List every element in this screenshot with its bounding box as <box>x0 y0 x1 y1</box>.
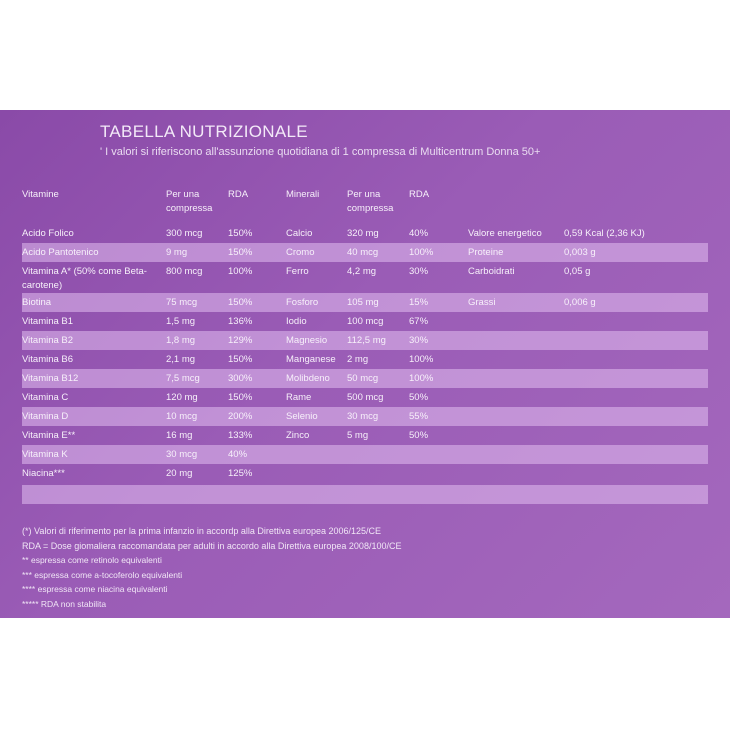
vitamin-name: Vitamina C <box>22 392 69 403</box>
mineral-name: Molibdeno <box>286 373 330 384</box>
mineral-name: Fosforo <box>286 297 319 308</box>
footnote: ** espressa come retinolo equivalenti <box>22 555 162 565</box>
table-row <box>22 262 708 293</box>
vitamin-rda: 133% <box>228 430 253 441</box>
mineral-amount: 30 mcg <box>347 411 379 422</box>
header-per-compressa-2: Per una compressa <box>347 189 394 214</box>
vitamin-rda: 129% <box>228 335 253 346</box>
vitamin-amount: 7,5 mcg <box>166 373 200 384</box>
mineral-name: Selenio <box>286 411 318 422</box>
header-per-compressa: Per una compressa <box>166 189 213 214</box>
header-rda-2: RDA <box>409 189 430 200</box>
mineral-rda: 30% <box>409 335 429 346</box>
mineral-amount: 4,2 mg <box>347 266 377 277</box>
mineral-rda: 67% <box>409 316 429 327</box>
vitamin-amount: 30 mcg <box>166 449 198 460</box>
energy-label: Grassi <box>468 297 496 308</box>
mineral-amount: 100 mcg <box>347 316 384 327</box>
mineral-rda: 100% <box>409 354 434 365</box>
header-vitamine: Vitamine <box>22 189 59 200</box>
vitamin-name: Vitamina D <box>22 411 69 422</box>
vitamin-amount: 800 mcg <box>166 266 203 277</box>
energy-value: 0,003 g <box>564 247 596 258</box>
mineral-rda: 50% <box>409 392 429 403</box>
table-row <box>22 312 708 331</box>
nutrition-panel <box>0 110 730 618</box>
vitamin-amount: 20 mg <box>166 468 193 479</box>
footnote: ***** RDA non stabilita <box>22 598 107 609</box>
table-row <box>22 224 708 243</box>
vitamin-rda: 125% <box>228 468 253 479</box>
vitamin-amount: 2,1 mg <box>166 354 196 365</box>
vitamin-name: Vitamina B2 <box>22 335 74 346</box>
header-minerali: Minerali <box>286 189 320 200</box>
mineral-amount: 500 mcg <box>347 392 384 403</box>
mineral-name: Cromo <box>286 247 315 258</box>
table-row <box>22 243 708 262</box>
vitamin-name: Vitamina E** <box>22 430 76 441</box>
vitamin-rda: 300% <box>228 373 253 384</box>
vitamin-amount: 75 mcg <box>166 297 198 308</box>
footnotes <box>22 524 401 611</box>
table-row <box>22 331 708 350</box>
footnote: **** espressa come niacina equivalenti <box>22 584 168 594</box>
mineral-rda: 40% <box>409 228 429 239</box>
vitamin-rda: 150% <box>228 297 253 308</box>
vitamin-name: Vitamina B1 <box>22 316 74 327</box>
mineral-amount: 320 mg <box>347 228 379 239</box>
mineral-name: Magnesio <box>286 335 328 346</box>
vitamin-rda: 40% <box>228 449 248 460</box>
vitamin-name: Vitamina A* (50% come Beta-carotene) <box>22 266 147 291</box>
mineral-rda: 30% <box>409 266 429 277</box>
energy-label: Carboidrati <box>468 266 515 277</box>
vitamin-name: Vitamina B12 <box>22 373 79 384</box>
mineral-name: Iodio <box>286 316 307 327</box>
mineral-name: Rame <box>286 392 312 403</box>
mineral-name: Ferro <box>286 266 309 277</box>
table-row <box>22 407 708 426</box>
vitamin-name: Acido Pantotenico <box>22 247 99 258</box>
header-rda: RDA <box>228 189 249 200</box>
mineral-amount: 5 mg <box>347 430 369 441</box>
vitamin-name: Vitamina B6 <box>22 354 74 365</box>
vitamin-amount: 9 mg <box>166 247 188 258</box>
vitamin-name: Vitamina K <box>22 449 68 460</box>
vitamin-amount: 1,5 mg <box>166 316 196 327</box>
vitamin-rda: 150% <box>228 392 253 403</box>
vitamin-rda: 150% <box>228 247 253 258</box>
table-row <box>22 445 708 464</box>
mineral-rda: 50% <box>409 430 429 441</box>
vitamin-name: Biotina <box>22 297 52 308</box>
mineral-amount: 112,5 mg <box>347 335 386 346</box>
footnote: (*) Valori di riferimento per la prima infanzio in accordp alla Direttiva europea 2006/125/CE <box>22 526 382 536</box>
mineral-rda: 15% <box>409 297 429 308</box>
mineral-amount: 2 mg <box>347 354 369 365</box>
mineral-amount: 40 mcg <box>347 247 379 258</box>
vitamin-rda: 100% <box>228 266 253 277</box>
footnote: *** espressa come a-tocoferolo equivalenti <box>22 569 183 580</box>
table-row <box>22 464 708 483</box>
page-title: TABELLA NUTRIZIONALE <box>100 122 308 141</box>
table-row <box>22 350 708 369</box>
mineral-amount: 105 mg <box>347 297 379 308</box>
mineral-name: Manganese <box>286 354 336 365</box>
vitamin-amount: 1,8 mg <box>166 335 196 346</box>
vitamin-rda: 150% <box>228 354 253 365</box>
vitamin-rda: 200% <box>228 411 253 422</box>
footnote: RDA = Dose giomaliera raccomandata per adulti in accordo alla Direttiva europea 2008/100/CE <box>22 540 402 551</box>
energy-label: Valore energetico <box>468 228 542 239</box>
vitamin-name: Acido Folico <box>22 228 74 239</box>
mineral-name: Zinco <box>286 430 310 441</box>
energy-value: 0,59 Kcal (2,36 KJ) <box>564 228 645 239</box>
vitamin-amount: 300 mcg <box>166 228 203 239</box>
vitamin-amount: 10 mcg <box>166 411 198 422</box>
table-row <box>22 388 708 407</box>
table-row <box>22 426 708 445</box>
mineral-rda: 100% <box>409 373 434 384</box>
table-row <box>22 369 708 388</box>
table-row <box>22 485 708 504</box>
vitamin-name: Niacina*** <box>22 468 65 479</box>
vitamin-rda: 136% <box>228 316 253 327</box>
vitamin-amount: 16 mg <box>166 430 193 441</box>
mineral-amount: 50 mcg <box>347 373 379 384</box>
vitamin-amount: 120 mg <box>166 392 198 403</box>
subtitle: ' I valori si riferiscono all'assunzione quotidiana di 1 compressa di Multicentrum Donna 50+ <box>100 146 541 158</box>
energy-value: 0,05 g <box>564 266 591 277</box>
mineral-rda: 55% <box>409 411 429 422</box>
mineral-rda: 100% <box>409 247 434 258</box>
vitamin-rda: 150% <box>228 228 253 239</box>
energy-value: 0,006 g <box>564 297 596 308</box>
energy-label: Proteine <box>468 247 504 258</box>
table-row <box>22 293 708 312</box>
table-header <box>22 188 708 228</box>
mineral-name: Calcio <box>286 228 313 239</box>
